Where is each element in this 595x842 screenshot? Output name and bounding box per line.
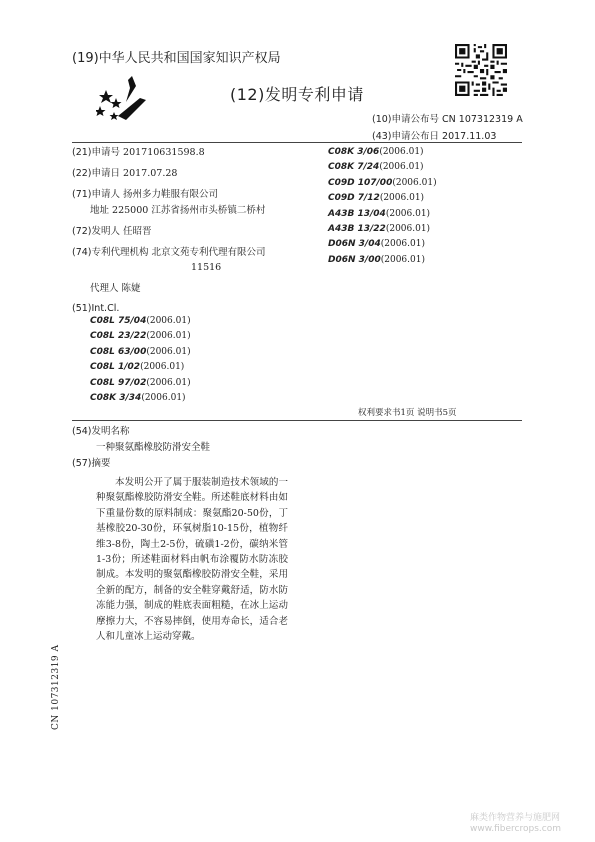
ipc-code: A43B 13/04 bbox=[328, 208, 386, 219]
watermark-site-name: 麻类作物营养与施肥网 bbox=[470, 813, 561, 823]
agent-tag: 代理人 bbox=[90, 283, 119, 294]
ipc-version: (2006.01) bbox=[146, 346, 191, 357]
ipc-entry bbox=[328, 237, 437, 252]
publication-date: (43)申请公布日 2017.11.03 bbox=[372, 131, 497, 142]
ipc-list-right bbox=[328, 145, 437, 268]
ipc-version: (2006.01) bbox=[380, 239, 425, 250]
applicant-tag: (71)申请人 bbox=[72, 189, 121, 200]
ipc-entry bbox=[90, 391, 191, 406]
ipc-version: (2006.01) bbox=[146, 377, 191, 388]
application-date-row bbox=[72, 166, 177, 181]
section-divider bbox=[72, 420, 522, 421]
application-number-tag: (21)申请号 bbox=[72, 147, 121, 158]
side-publication-code: CN 107312319 A bbox=[51, 644, 61, 730]
ipc-entry bbox=[328, 145, 437, 160]
inventor-row bbox=[72, 224, 152, 239]
application-number-row bbox=[72, 145, 205, 160]
ipc-version: (2006.01) bbox=[141, 393, 186, 404]
ipc-code: C08K 3/34 bbox=[90, 393, 142, 404]
ipc-entry bbox=[328, 176, 437, 191]
invention-name: 一种聚氨酯橡胶防滑安全鞋 bbox=[96, 442, 211, 453]
invention-name-tag: (54)发明名称 bbox=[72, 426, 130, 437]
ipc-code: C08L 97/02 bbox=[90, 377, 147, 388]
application-date: 2017.07.28 bbox=[123, 168, 178, 179]
watermark-url: www.fibercrops.com bbox=[470, 824, 561, 834]
abstract-tag: (57)摘要 bbox=[72, 458, 111, 469]
ipc-version: (2006.01) bbox=[392, 177, 437, 188]
header-divider bbox=[72, 142, 522, 143]
abstract-text: 本发明公开了属于服装制造技术领域的一种聚氨酯橡胶防滑安全鞋。所述鞋底材料由如下重量份数的原料制成：聚氨酯20-50份，丁基橡胶20-30份，环氧树脂10-15份，植物纤维3-8份，陶土2-5份，硫磺1-2份，碳纳米管1-3份；所述鞋面材料由帆布涂覆防水防冻胶制成。本发明的聚氨酯橡胶防滑安全鞋，采用全新的配方，制备的安全鞋穿戴舒适，防水防冻能力强，制成的鞋底表面粗糙，在冰上运动摩擦力大，不容易摔倒，使用寿命长，适合老人和儿童冰上运动穿戴。 bbox=[96, 477, 288, 643]
inventor-name: 任昭晋 bbox=[123, 226, 152, 237]
application-date-tag: (22)申请日 bbox=[72, 168, 121, 179]
ipc-version: (2006.01) bbox=[379, 147, 424, 157]
agent-name: 陈婕 bbox=[121, 283, 141, 294]
ipc-code: C08L 63/00 bbox=[90, 346, 147, 357]
ipc-code: C08K 3/06 bbox=[328, 147, 380, 157]
applicant-name: 扬州多力鞋服有限公司 bbox=[123, 189, 219, 200]
ipc-entry bbox=[90, 314, 191, 329]
ipc-version: (2006.01) bbox=[385, 208, 431, 219]
ipc-version: (2006.01) bbox=[380, 254, 425, 265]
agency-tag: (74)专利代理机构 bbox=[72, 247, 149, 258]
intcl-tag: (51)Int.Cl. bbox=[72, 303, 120, 314]
ipc-version: (2006.01) bbox=[385, 224, 431, 235]
ipc-code: C08K 7/24 bbox=[328, 162, 380, 173]
address-tag: 地址 bbox=[90, 205, 110, 216]
ipc-version: (2006.01) bbox=[146, 316, 191, 326]
ipc-version: (2006.01) bbox=[146, 331, 191, 342]
agency-name: 北京文苑专利代理有限公司 bbox=[151, 247, 266, 258]
page-count: 权利要求书1页 说明书5页 bbox=[358, 408, 457, 418]
address-row bbox=[90, 203, 265, 218]
ipc-code: C09D 107/00 bbox=[328, 177, 393, 188]
application-number: 201710631598.8 bbox=[123, 147, 205, 158]
ipc-entry bbox=[90, 360, 191, 375]
star-emblem-icon bbox=[96, 76, 154, 122]
ipc-code: C08L 23/22 bbox=[90, 331, 147, 342]
document-type-title: (12)发明专利申请 bbox=[230, 85, 364, 104]
agent-row bbox=[90, 281, 141, 296]
agency-row bbox=[72, 245, 266, 260]
ipc-entry bbox=[328, 253, 437, 268]
applicant-row bbox=[72, 187, 218, 202]
ipc-version: (2006.01) bbox=[379, 162, 424, 173]
ipc-version: (2006.01) bbox=[140, 362, 185, 373]
ipc-code: C08L 75/04 bbox=[90, 316, 147, 326]
ipc-code: A43B 13/22 bbox=[328, 224, 386, 235]
ipc-code: C09D 7/12 bbox=[328, 193, 380, 204]
ipc-entry bbox=[90, 345, 191, 360]
ipc-code: C08L 1/02 bbox=[90, 362, 141, 373]
ipc-entry bbox=[328, 222, 437, 237]
qr-code-icon bbox=[455, 44, 507, 96]
ipc-list-left bbox=[90, 314, 191, 406]
ipc-entry bbox=[328, 207, 437, 222]
ipc-entry bbox=[90, 376, 191, 391]
inventor-tag: (72)发明人 bbox=[72, 226, 121, 237]
ipc-code: D06N 3/04 bbox=[328, 239, 381, 250]
agency-code: 11516 bbox=[191, 262, 222, 273]
ipc-entry bbox=[328, 160, 437, 175]
ipc-entry bbox=[328, 191, 437, 206]
ipc-code: D06N 3/00 bbox=[328, 254, 381, 265]
publication-number: (10)申请公布号 CN 107312319 A bbox=[372, 114, 523, 125]
issuing-office: (19)中华人民共和国国家知识产权局 bbox=[72, 51, 281, 66]
ipc-version: (2006.01) bbox=[379, 193, 425, 204]
address: 225000 江苏省扬州市头桥镇二桥村 bbox=[112, 205, 266, 216]
ipc-entry bbox=[90, 329, 191, 344]
